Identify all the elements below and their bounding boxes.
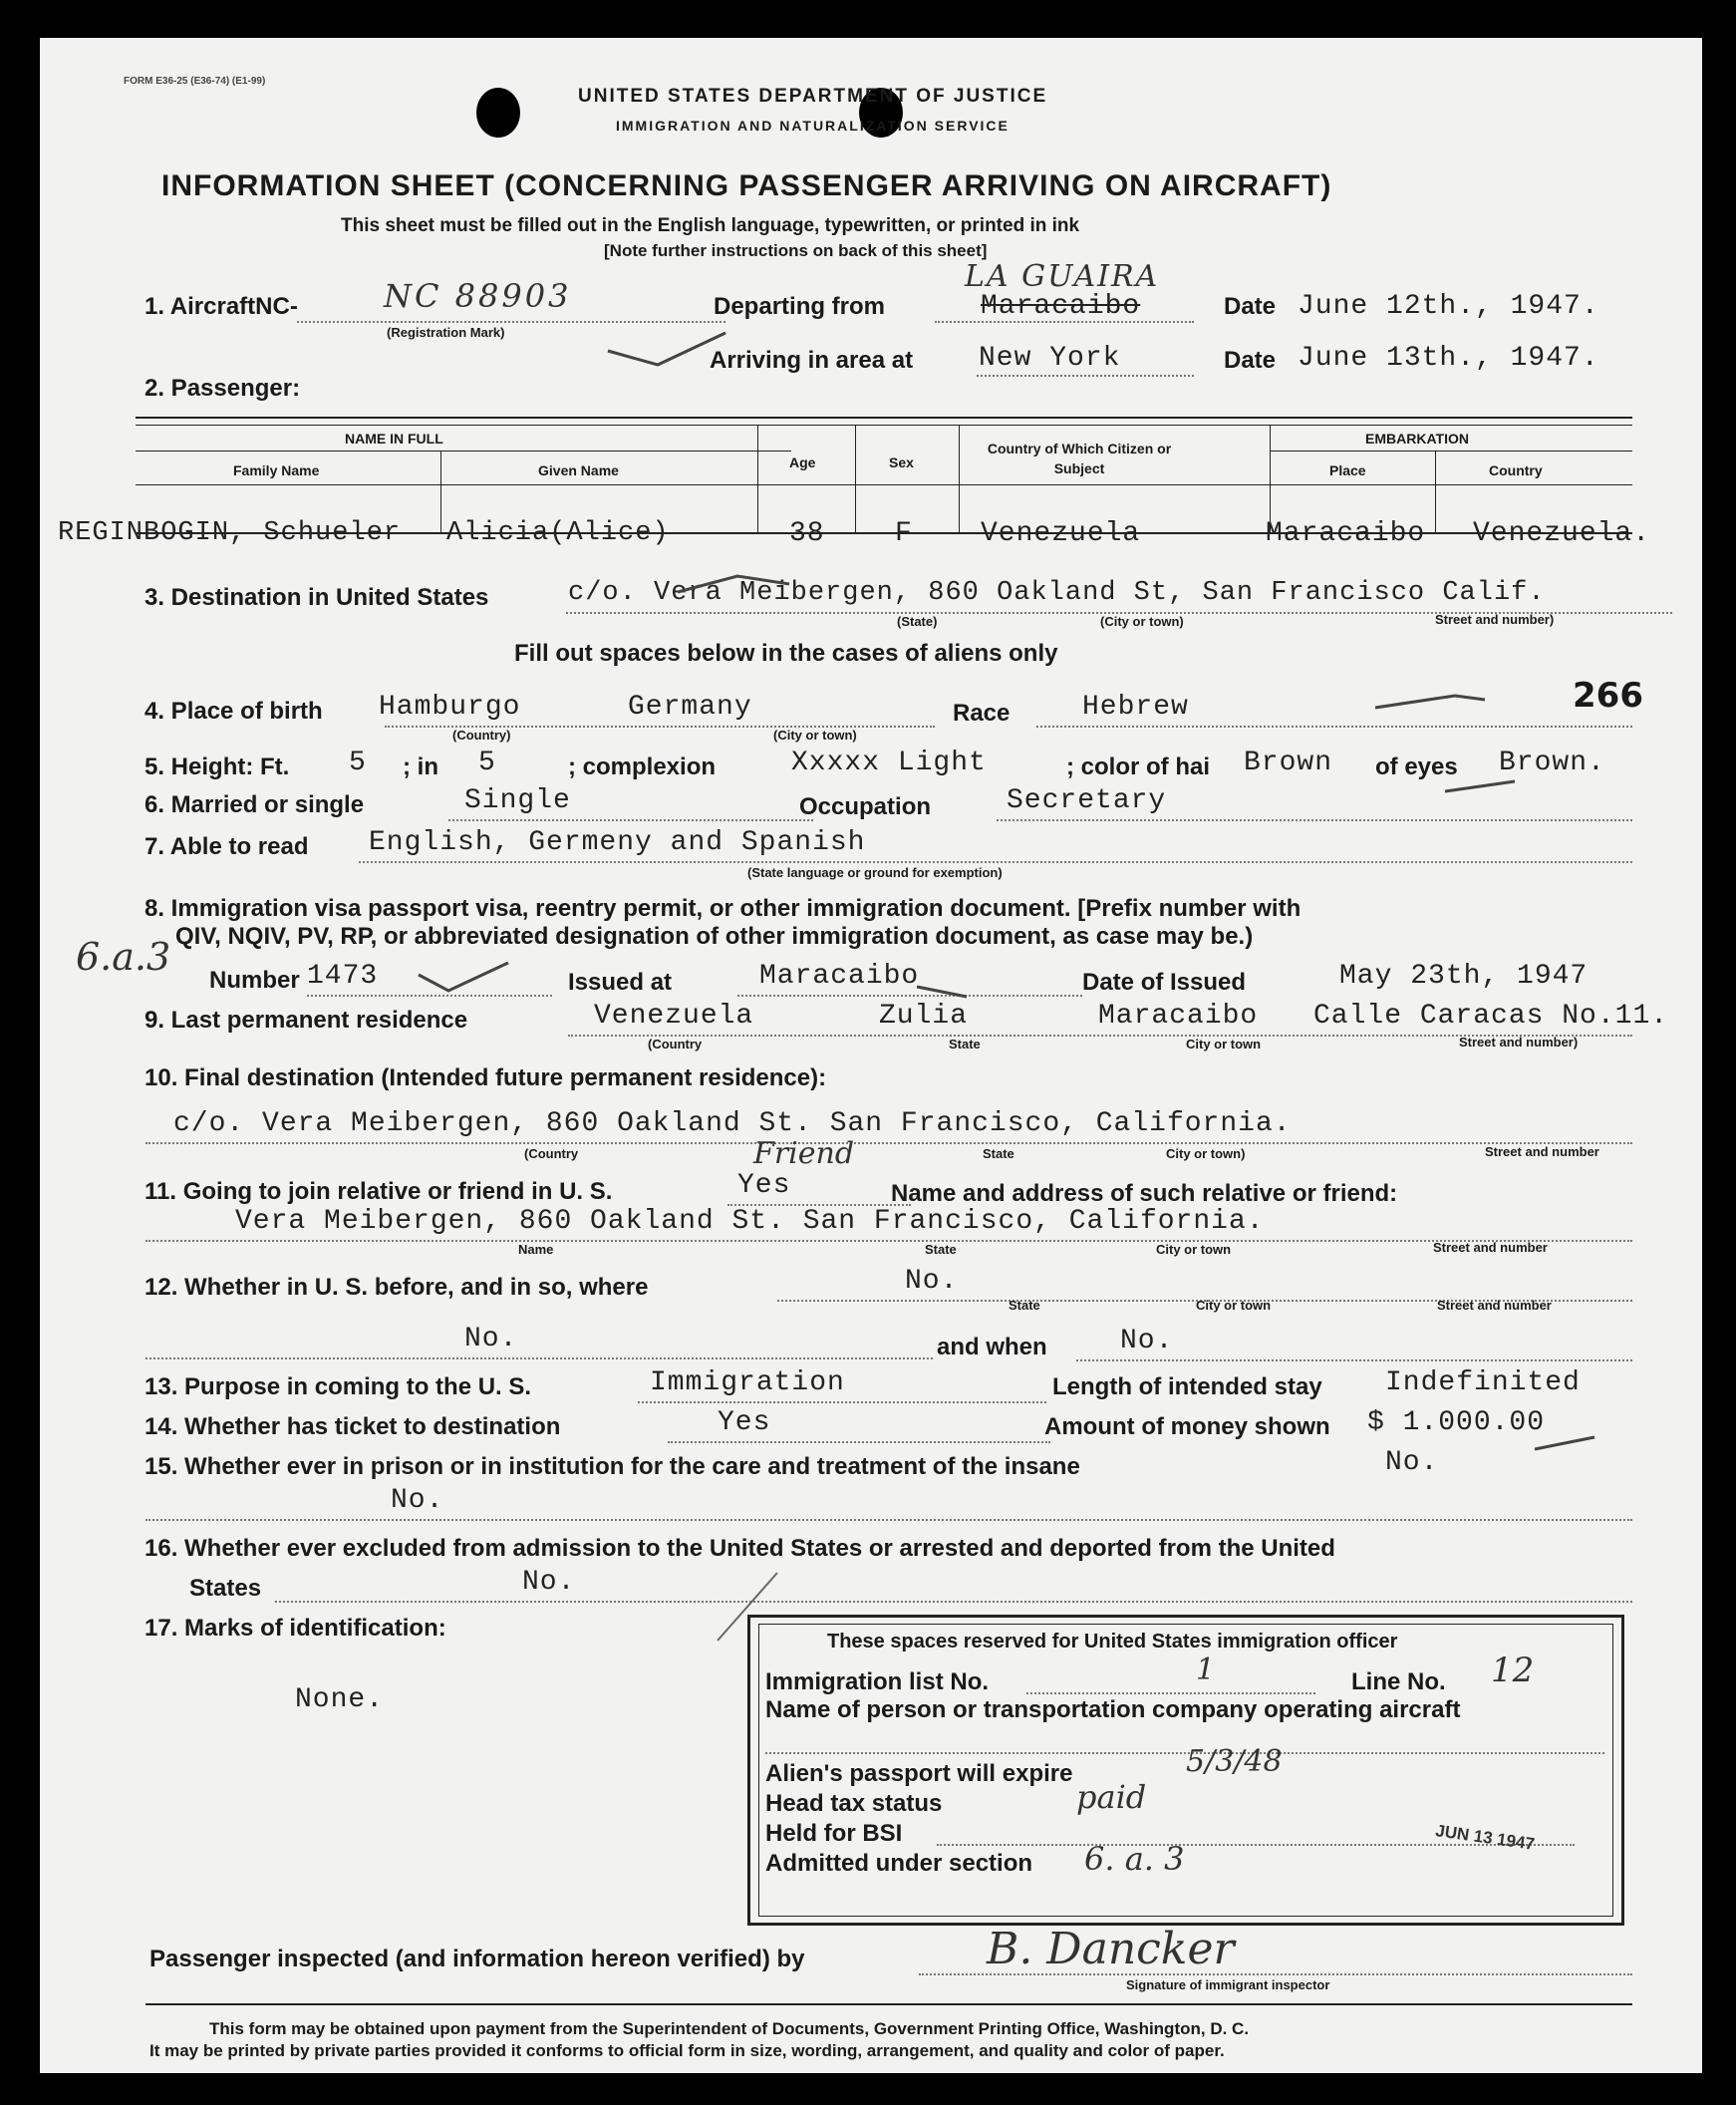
q16-value: No. [522, 1567, 576, 1598]
q4-sub-country: (Country) [452, 728, 511, 743]
q5-label-in: ; in [403, 753, 438, 780]
arrive-date-label: Date [1224, 347, 1277, 374]
aircraft-label: 1. AircraftNC- [145, 293, 298, 320]
q13-stay: Indefinited [1385, 1367, 1581, 1398]
q10-sub-state: State [983, 1146, 1014, 1161]
list-value: 1 [1196, 1653, 1216, 1687]
footer-line-1: This form may be obtained upon payment from the Superintendent of Documents, Government Printing Office, Washington, D. C. [209, 2019, 1250, 2038]
instruction-line-2: [Note further instructions on back of this sheet] [604, 241, 988, 260]
q8-number-label: Number [209, 967, 300, 994]
q15-value-2: No. [391, 1485, 444, 1516]
departing-typed: Maracaibo [981, 291, 1141, 322]
admission-stamp: JUN 13 1947 [1434, 1821, 1537, 1854]
q11-address: Vera Meibergen, 860 Oakland St. San Francisco, California. [235, 1206, 1265, 1237]
q10-value: c/o. Vera Meibergen, 860 Oakland St. San Francisco, California. [173, 1108, 1292, 1139]
family-name-header: Family Name [233, 462, 320, 478]
age-header: Age [789, 454, 816, 470]
section-value: 6. a. 3 [1084, 1840, 1185, 1878]
embarkation-header: EMBARKATION [1365, 431, 1469, 447]
citizen-cell: Venezuela [981, 518, 1141, 549]
q14-money: $ 1.000.00 [1367, 1407, 1546, 1438]
passport-label: Alien's passport will expire [765, 1760, 1073, 1787]
q8-line-2: QIV, NQIV, PV, RP, or abbreviated designation of other immigration document, as case may be.) [175, 923, 1254, 950]
q6-occupation: Secretary [1007, 785, 1167, 816]
department-header: UNITED STATES DEPARTMENT OF JUSTICE [578, 86, 1048, 107]
q4-race: Hebrew [1082, 692, 1189, 723]
q5-label-complexion: ; complexion [568, 753, 717, 780]
q8-number: 1473 [307, 961, 379, 992]
q5-ft: 5 [349, 748, 367, 778]
q5-label-hair: ; color of hai [1066, 753, 1210, 780]
line-value: 12 [1491, 1651, 1535, 1690]
q9-label: 9. Last permanent residence [145, 1007, 468, 1034]
section-label: Admitted under section [765, 1850, 1033, 1877]
q7-label: 7. Able to read [145, 833, 309, 860]
q8-margin-note: 6.a.3 [76, 935, 171, 979]
arriving-value: New York [979, 343, 1121, 374]
q4-label: 4. Place of birth [145, 698, 323, 725]
q11-sub-street: Street and number [1433, 1240, 1548, 1255]
family-name-cell: REGINBOGIN, Schueler [58, 518, 402, 548]
q10-label: 10. Final destination (Intended future permanent residence): [145, 1064, 827, 1091]
given-name-cell: Alicia(Alice) [446, 518, 670, 548]
q7-value: English, Germeny and Spanish [369, 827, 866, 858]
q4-country: Hamburgo [379, 692, 521, 723]
q5-in: 5 [478, 748, 496, 778]
registration-mark-note: (Registration Mark) [387, 325, 505, 340]
emb-country-header: Country [1489, 462, 1543, 478]
q10-sub-street: Street and number [1485, 1144, 1599, 1159]
emb-country-cell: Venezuela. [1473, 518, 1651, 549]
q14-label: 14. Whether has ticket to destination [145, 1413, 561, 1440]
q11-sub-state: State [925, 1242, 957, 1257]
aircraft-registration: NC 88903 [384, 277, 572, 315]
q13-value: Immigration [650, 1367, 845, 1398]
q14-money-label: Amount of money shown [1044, 1413, 1330, 1440]
list-label: Immigration list No. [765, 1668, 990, 1695]
q16-line-1: 16. Whether ever excluded from admission to the United States or arrested and deported from the United [145, 1535, 1335, 1562]
q5-complexion: Xxxxx Light [791, 748, 987, 778]
q8-issued-at: Maracaibo [759, 961, 920, 992]
q5-eyes: Brown. [1499, 748, 1605, 778]
page-title: INFORMATION SHEET (CONCERNING PASSENGER ARRIVING ON AIRCRAFT) [161, 169, 1332, 202]
inspected-sub: Signature of immigrant inspector [1126, 1977, 1330, 1992]
q12-when: No. [1120, 1326, 1174, 1356]
q17-label: 17. Marks of identification: [145, 1615, 446, 1642]
q13-label: 13. Purpose in coming to the U. S. [145, 1373, 532, 1400]
arriving-label: Arriving in area at [710, 347, 914, 374]
q11-handwritten: Friend [753, 1136, 855, 1171]
inspector-signature: B. Dancker [987, 1924, 1235, 1974]
q12-label: 12. Whether in U. S. before, and in so, where [145, 1274, 649, 1301]
q11-value: Yes [737, 1170, 791, 1201]
q9-sub-city: City or town [1186, 1037, 1262, 1052]
q9-sub-country: (Country [648, 1037, 703, 1052]
q12-sub-city: City or town [1196, 1298, 1272, 1313]
q9-sub-street: Street and number) [1459, 1035, 1579, 1050]
depart-date-label: Date [1224, 293, 1277, 320]
q9-city: Maracaibo [1098, 1001, 1259, 1032]
q3-value: c/o. Vera Meibergen, 860 Oakland St, San Francisco Calif. [568, 578, 1546, 608]
q15-label: 15. Whether ever in prison or in institution for the care and treatment of the insane [145, 1453, 1080, 1480]
q9-country: Venezuela [594, 1001, 754, 1032]
q17-value: None. [295, 1684, 385, 1715]
q9-state: Zulia [879, 1001, 969, 1032]
q6-label: 6. Married or single [145, 791, 365, 818]
passenger-label: 2. Passenger: [145, 375, 301, 402]
q14-value: Yes [718, 1407, 771, 1438]
q4-sub-city: (City or town) [773, 728, 857, 743]
form-id: FORM E36-25 (E36-74) (E1-99) [124, 76, 266, 87]
stamp-number: 266 [1573, 676, 1643, 716]
q11-label: 11. Going to join relative or friend in U. S. [145, 1178, 613, 1205]
departing-handwritten: LA GUAIRA [965, 259, 1160, 294]
line-label: Line No. [1351, 1668, 1446, 1695]
name-in-full-header: NAME IN FULL [345, 431, 443, 447]
q12-value-2: No. [464, 1324, 518, 1354]
place-cell: Maracaibo [1266, 518, 1426, 549]
q5-hair: Brown [1244, 748, 1333, 778]
bsi-label: Held for BSI [765, 1820, 903, 1847]
place-header: Place [1329, 462, 1366, 478]
q8-line-1: 8. Immigration visa passport visa, reentry permit, or other immigration document. [Prefix number with [145, 895, 1302, 922]
q3-label: 3. Destination in United States [145, 584, 489, 611]
information-sheet [40, 38, 1702, 2073]
footer-line-2: It may be printed by private parties provided it conforms to official form in size, wording, arrangement, and quality and color of paper. [149, 2041, 1225, 2060]
q7-sub: (State language or ground for exemption) [747, 865, 1003, 880]
q8-date: May 23th, 1947 [1339, 961, 1589, 992]
officer-box-heading: These spaces reserved for United States immigration officer [827, 1631, 1398, 1653]
q3-sub-street: Street and number) [1435, 612, 1555, 627]
q3-sub-state: (State) [897, 614, 938, 629]
depart-date: June 12th., 1947. [1298, 291, 1599, 322]
q12-sub-street: Street and number [1437, 1298, 1552, 1313]
q11-name-label: Name and address of such relative or friend: [891, 1180, 1398, 1207]
q9-sub-state: State [949, 1037, 981, 1052]
q5-label-ft: 5. Height: Ft. [145, 753, 290, 780]
given-name-header: Given Name [538, 462, 619, 478]
instruction-line-1: This sheet must be filled out in the English language, typewritten, or printed in ink [341, 215, 1080, 236]
q11-sub-name: Name [518, 1242, 554, 1257]
q5-label-eyes: of eyes [1375, 753, 1458, 780]
q8-date-label: Date of Issued [1082, 969, 1247, 996]
q6-value: Single [464, 785, 571, 816]
q12-sub-state: State [1009, 1298, 1040, 1313]
age-cell: 38 [789, 518, 825, 549]
q11-sub-city: City or town [1156, 1242, 1232, 1257]
departing-label: Departing from [714, 293, 886, 320]
aliens-heading: Fill out spaces below in the cases of aliens only [514, 640, 1058, 667]
q10-sub-city: City or town) [1166, 1146, 1246, 1161]
inspected-label: Passenger inspected (and information hereon verified) by [149, 1946, 805, 1972]
head-tax-value: paid [1076, 1778, 1147, 1816]
passport-value: 5/3/48 [1186, 1744, 1283, 1779]
citizen-header: Country of Which Citizen or Subject [987, 441, 1172, 476]
q9-street: Calle Caracas No.11. [1313, 1001, 1669, 1032]
company-label: Name of person or transportation company operating aircraft [765, 1696, 1461, 1723]
q16-line-2: States [189, 1575, 262, 1602]
arrive-date: June 13th., 1947. [1298, 343, 1599, 374]
punch-hole-left [476, 88, 520, 138]
q12-value: No. [905, 1266, 959, 1297]
q10-sub-country: (Country [524, 1146, 579, 1161]
q3-sub-city: (City or town) [1100, 614, 1184, 629]
head-tax-label: Head tax status [765, 1790, 943, 1817]
q4-city: Germany [628, 692, 752, 723]
q15-value: No. [1385, 1447, 1439, 1478]
service-header: IMMIGRATION AND NATURALIZATION SERVICE [616, 118, 1010, 134]
q4-race-label: Race [953, 700, 1011, 727]
sex-header: Sex [889, 454, 914, 470]
q12-when-label: and when [937, 1334, 1047, 1360]
q6-occupation-label: Occupation [799, 793, 932, 820]
q13-stay-label: Length of intended stay [1052, 1373, 1322, 1400]
q8-issued-label: Issued at [568, 969, 673, 996]
sex-cell: F [895, 518, 913, 549]
